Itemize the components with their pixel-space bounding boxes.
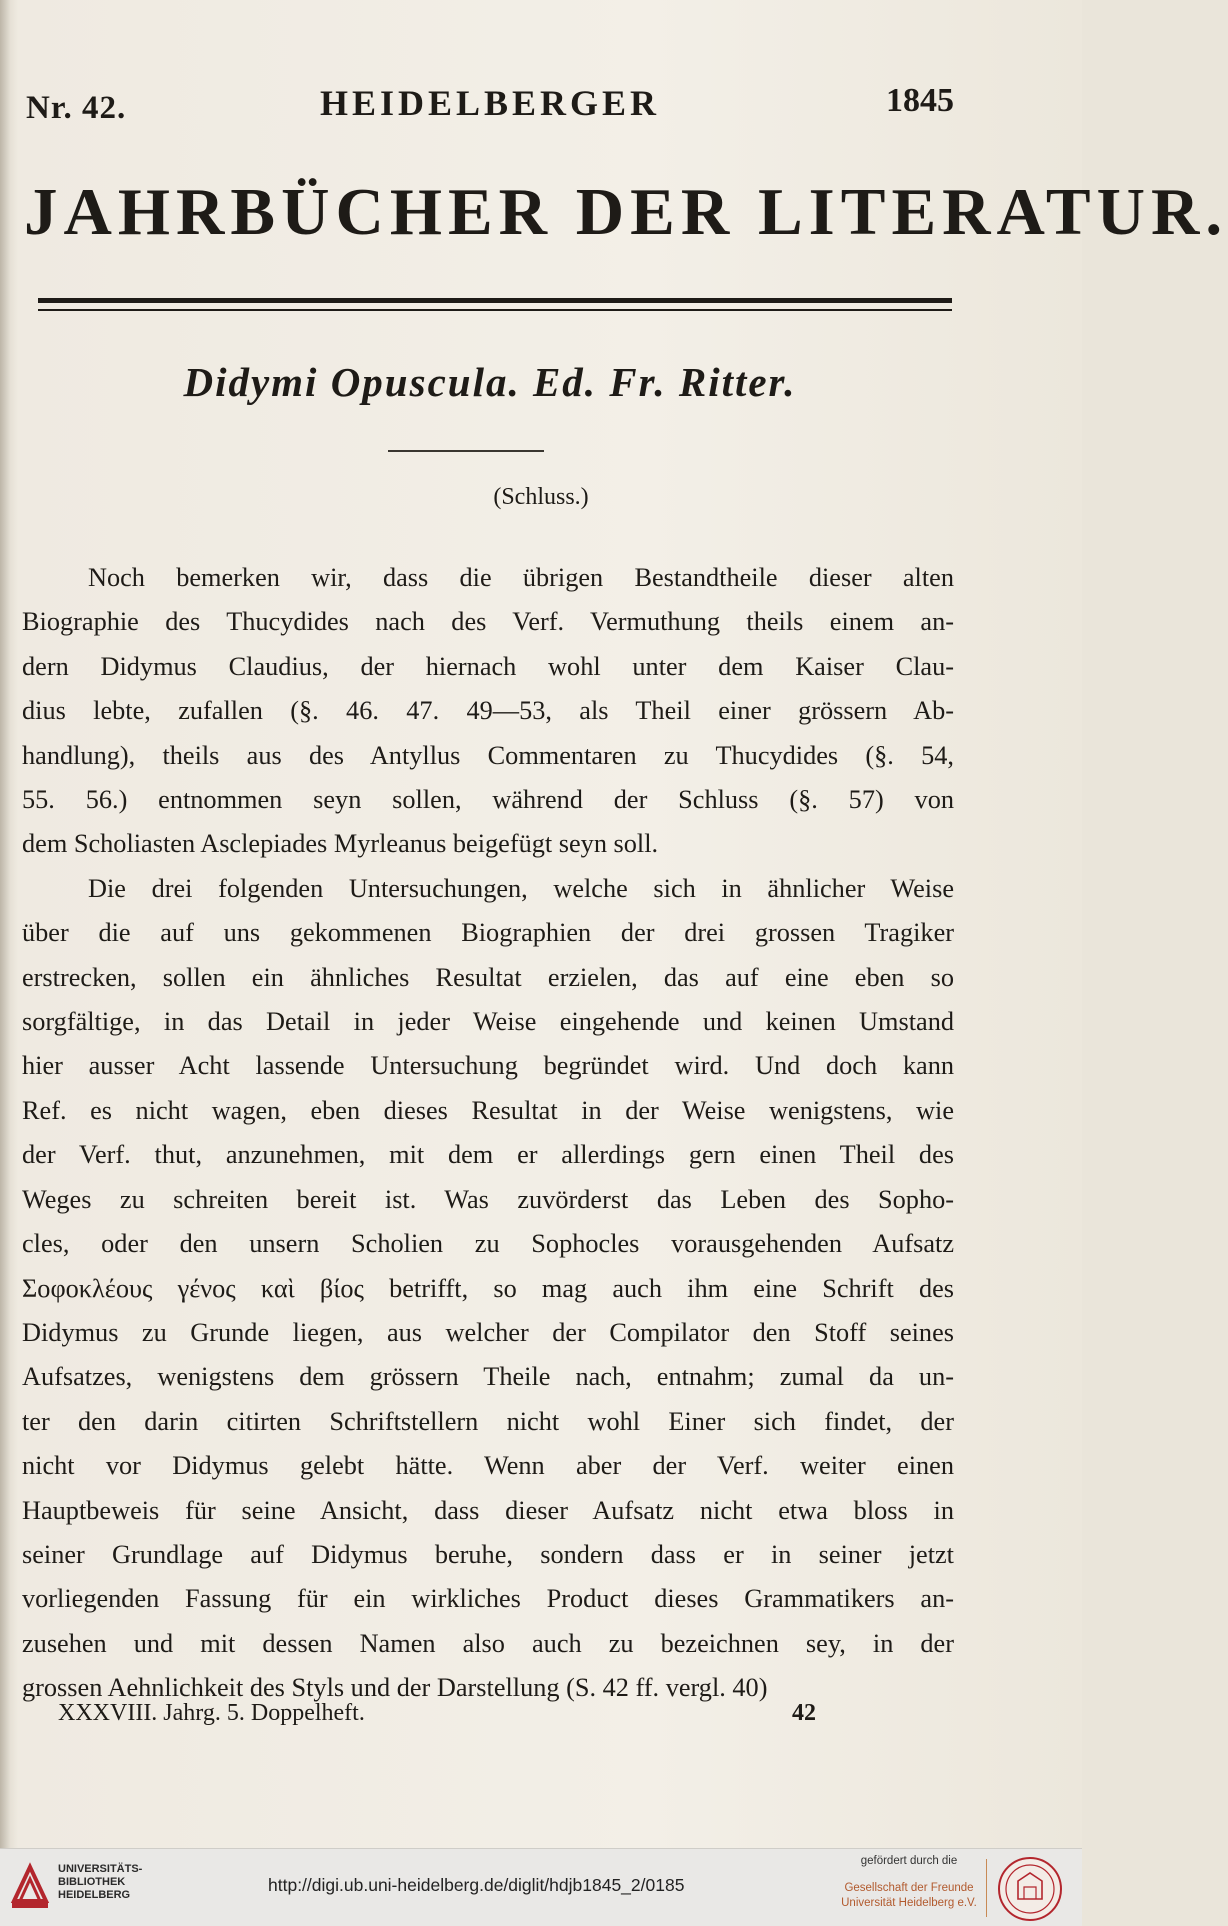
title-rule [388,450,544,452]
library-line: HEIDELBERG [58,1889,131,1901]
university-seal-icon [996,1855,1064,1923]
text-line: über die auf uns gekommenen Biographien der drei grossen Tragiker [22,918,954,948]
text-line: dern Didymus Claudius, der hiernach wohl unter dem Kaiser Clau- [22,651,954,681]
page-binding-edge [0,0,10,1848]
library-line: UNIVERSITÄTS- [58,1863,143,1875]
library-name [58,1863,142,1902]
journal-title: JAHRBÜCHER DER LITERATUR. [24,175,1228,249]
text-line: vorliegenden Fassung für ein wirkliches Product dieses Grammatikers an- [22,1584,954,1614]
text-line: nicht vor Didymus gelebt hätte. Wenn aber der Verf. weiter einen [22,1451,954,1481]
text-line: zusehen und mit dessen Namen also auch zu bezeichnen sey, in der [22,1628,954,1658]
running-header [26,78,954,128]
article-subtitle: (Schluss.) [493,484,589,510]
article-title: Didymi Opuscula. Ed. Fr. Ritter. [183,359,797,405]
text-line: seiner Grundlage auf Didymus beruhe, sondern dass er in seiner jetzt [22,1539,954,1569]
paragraph [22,867,954,1711]
sponsor-divider [986,1859,987,1917]
article-body [22,556,954,1711]
year: 1845 [886,82,954,119]
digitization-banner [0,1848,1082,1926]
sponsor-line: Universität Heidelberg e.V. [841,1897,977,1909]
text-line: Aufsatzes, wenigstens dem grössern Theile nach, entnahm; zumal da un- [22,1362,954,1392]
text-line: Biographie des Thucydides nach des Verf. Vermuthung theils einem an- [22,607,954,637]
text-line: erstrecken, sollen ein ähnliches Resultat erzielen, das auf eine eben so [22,962,954,992]
header-rule-thin [38,309,952,311]
text-line: cles, oder den unsern Scholien zu Sophocles vorausgehenden Aufsatz [22,1229,954,1259]
text-line: sorgfältige, in das Detail in jeder Weise eingehende und keinen Umstand [22,1007,954,1037]
issue-number: Nr. 42. [26,90,127,126]
text-line: handlung), theils aus des Antyllus Commentaren zu Thucydides (§. 54, [22,740,954,770]
text-line: Hauptbeweis für seine Ansicht, dass dieser Aufsatz nicht etwa bloss in [22,1495,954,1525]
library-logo-icon [10,1861,50,1913]
text-line: der Verf. thut, anzunehmen, mit dem er allerdings gern einen Theil des [22,1140,954,1170]
library-line: BIBLIOTHEK [58,1876,126,1888]
signature-mark: 42 [792,1700,816,1726]
text-line: dius lebte, zufallen (§. 46. 47. 49—53, als Theil einer grössern Ab- [22,696,954,726]
text-line: Σοφοκλέους γένος καὶ βίος betrifft, so mag auch ihm eine Schrift des [22,1273,954,1303]
text-line: Weges zu schreiten bereit ist. Was zuvörderst das Leben des Sopho- [22,1184,954,1214]
text-line: Ref. es nicht wagen, eben dieses Resultat in der Weise wenigstens, wie [22,1095,954,1125]
permalink-url[interactable]: http://digi.ub.uni-heidelberg.de/diglit/hdjb1845_2/0185 [268,1875,685,1895]
paragraph [22,556,954,867]
volume-line: XXXVIII. Jahrg. 5. Doppelheft. [58,1700,365,1726]
page-footer [58,1700,838,1734]
text-line: Die drei folgenden Untersuchungen, welche sich in ähnlicher Weise [88,873,954,903]
text-line: grossen Aehnlichkeit des Styls und der Darstellung (S. 42 ff. vergl. 40) [22,1673,768,1703]
text-line: Didymus zu Grunde liegen, aus welcher der Compilator den Stoff seines [22,1317,954,1347]
sponsor-line: Gesellschaft der Freunde [844,1882,974,1894]
text-line: dem Scholiasten Asclepiades Myrleanus beigefügt seyn soll. [22,829,659,859]
text-line: hier ausser Acht lassende Untersuchung begründet wird. Und doch kann [22,1051,954,1081]
publisher-name: HEIDELBERGER [319,83,661,123]
header-rule-thick [38,298,952,303]
sponsor-label: gefördert durch die [860,1855,958,1867]
text-line: ter den darin citirten Schriftstellern nicht wohl Einer sich findet, der [22,1406,954,1436]
sponsor-organization [836,1881,982,1911]
text-line: Noch bemerken wir, dass die übrigen Bestandtheile dieser alten [88,563,954,592]
text-line: 55. 56.) entnommen seyn sollen, während der Schluss (§. 57) von [22,785,954,815]
